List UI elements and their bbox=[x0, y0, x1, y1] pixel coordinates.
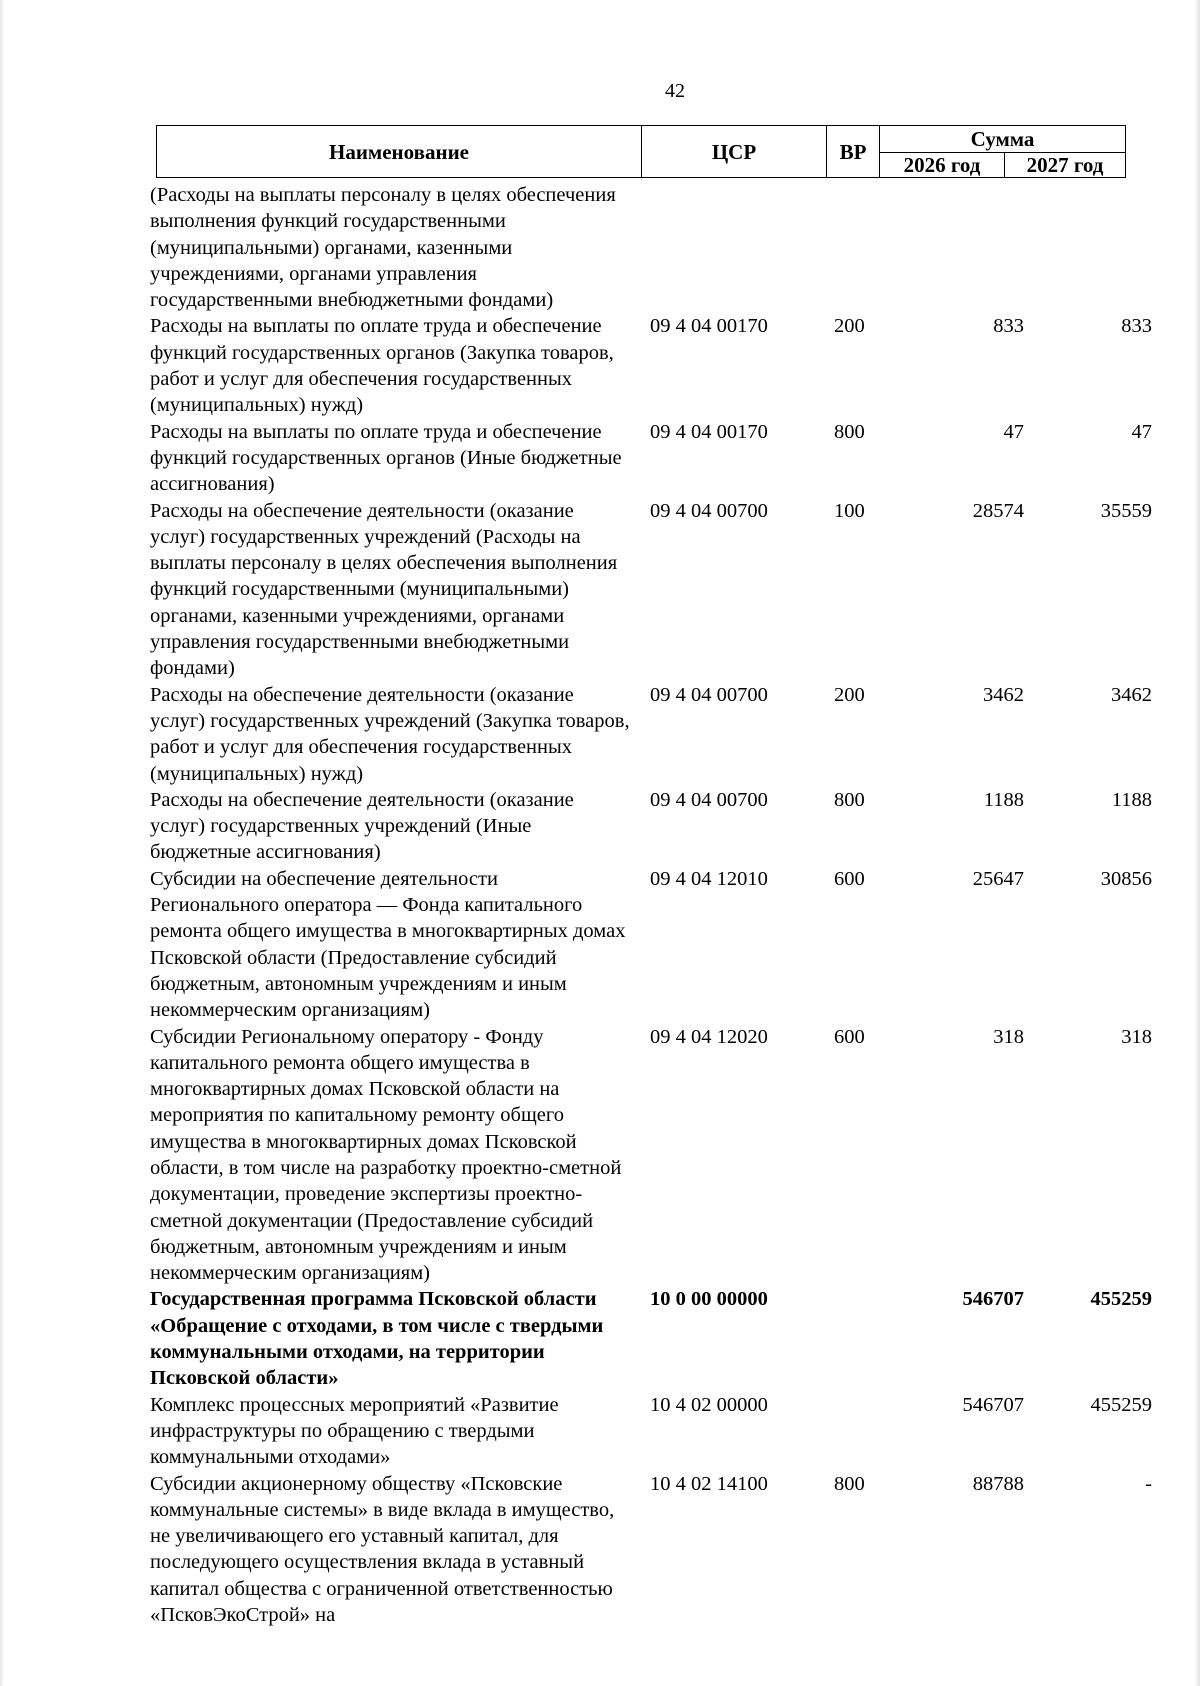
row-name: (Расходы на выплаты персоналу в целях обеспечения выполнения функций государственными (муниципальными) органами, казенными учреждениями, органами управления государственными внебюджетными фондами) bbox=[150, 184, 616, 312]
row-name: Расходы на обеспечение деятельности (оказание услуг) государственных учреждений (Закупка товаров, работ и услуг для обеспечения государственных (муниципальных) нужд) bbox=[150, 683, 630, 785]
row-vr: 600 bbox=[834, 867, 865, 890]
row-sum-2026: 47 bbox=[1003, 420, 1024, 443]
row-csr: 09 4 04 00700 bbox=[650, 683, 768, 706]
header-vr: ВР bbox=[827, 126, 880, 178]
row-sum-2027: 455259 bbox=[1090, 1288, 1152, 1311]
row-csr: 10 4 02 00000 bbox=[650, 1393, 768, 1416]
table-row-program bbox=[150, 1286, 1152, 1391]
row-csr: 09 4 04 00700 bbox=[650, 499, 768, 522]
row-sum-2026: 88788 bbox=[972, 1472, 1024, 1495]
row-csr: 10 0 00 00000 bbox=[650, 1288, 768, 1311]
row-sum-2026: 1188 bbox=[983, 788, 1024, 811]
table-header bbox=[156, 125, 1126, 178]
row-name: Расходы на выплаты по оплате труда и обеспечение функций государственных органов (Закупка товаров, работ и услуг для обеспечения государственных (муниципальных) нужд) bbox=[150, 315, 614, 417]
row-sum-2027: 3462 bbox=[1111, 683, 1152, 706]
table-row bbox=[150, 866, 1152, 1024]
row-csr: 09 4 04 12020 bbox=[650, 1025, 768, 1048]
row-csr: 10 4 02 14100 bbox=[650, 1472, 768, 1495]
row-vr: 200 bbox=[834, 683, 865, 706]
row-name: Субсидии Региональному оператору - Фонду капитального ремонта общего имущества в многоквартирных домах Псковской области на мероприятия по капитальному ремонту общего имущества в многоквартирных домах Псковской области, в том числе на разработку проектно-сметной документации, проведение экспертизы проектно-сметной документации (Предоставление субсидий бюджетным, автономным учреждениям и иным некоммерческим организациям) bbox=[150, 1025, 622, 1285]
row-name: Расходы на обеспечение деятельности (оказание услуг) государственных учреждений (Расходы на выплаты персоналу в целях обеспечения выполнения функций государственными (муниципальными) органами, казенными учреждениями, органами управления государственными внебюджетными фондами) bbox=[150, 499, 618, 680]
page-number: 42 bbox=[665, 80, 685, 102]
row-sum-2027: 318 bbox=[1121, 1025, 1152, 1048]
row-sum-2027: 47 bbox=[1131, 420, 1152, 443]
row-csr: 09 4 04 00170 bbox=[650, 420, 768, 443]
table-row bbox=[150, 1471, 1152, 1629]
row-vr: 800 bbox=[834, 1472, 865, 1495]
row-vr: 100 bbox=[834, 499, 865, 522]
row-sum-2026: 546707 bbox=[962, 1288, 1024, 1311]
row-name: Расходы на обеспечение деятельности (оказание услуг) государственных учреждений (Иные бюджетные ассигнования) bbox=[150, 788, 574, 864]
row-sum-2026: 318 bbox=[993, 1025, 1024, 1048]
row-name: Субсидии на обеспечение деятельности Регионального оператора — Фонда капитального ремонта общего имущества в многоквартирных домах Псковской области (Предоставление субсидий бюджетным, автономным учреждениям и иным некоммерческим организациям) bbox=[150, 867, 626, 1022]
row-sum-2026: 28574 bbox=[972, 499, 1024, 522]
table-row bbox=[150, 419, 1152, 498]
scan-edge-right bbox=[1194, 0, 1200, 1686]
table-row bbox=[150, 313, 1152, 418]
row-sum-2027: - bbox=[1145, 1472, 1152, 1495]
header-sum: Сумма bbox=[880, 126, 1126, 153]
row-sum-2027: 30856 bbox=[1100, 867, 1152, 890]
table-body bbox=[150, 182, 1152, 1628]
row-csr: 09 4 04 00700 bbox=[650, 788, 768, 811]
row-sum-2027: 35559 bbox=[1100, 499, 1152, 522]
row-name: Комплекс процессных мероприятий «Развитие инфраструктуры по обращению с твердыми коммунальными отходами» bbox=[150, 1393, 559, 1469]
row-sum-2027: 1188 bbox=[1111, 788, 1152, 811]
header-year-2026: 2026 год bbox=[880, 153, 1005, 178]
row-sum-2027: 455259 bbox=[1090, 1393, 1152, 1416]
row-sum-2026: 3462 bbox=[983, 683, 1024, 706]
header-name: Наименование bbox=[157, 126, 642, 178]
table-row bbox=[150, 498, 1152, 682]
row-vr: 600 bbox=[834, 1025, 865, 1048]
table-row bbox=[150, 1392, 1152, 1471]
row-name: Государственная программа Псковской области «Обращение с отходами, в том числе с твердыми коммунальными отходами, на территории Псковской области» bbox=[150, 1288, 604, 1390]
table-row bbox=[150, 682, 1152, 787]
table-row bbox=[150, 1024, 1152, 1287]
row-vr: 800 bbox=[834, 420, 865, 443]
table-row bbox=[150, 182, 1130, 313]
row-sum-2026: 25647 bbox=[972, 867, 1024, 890]
row-sum-2026: 546707 bbox=[962, 1393, 1024, 1416]
row-vr: 800 bbox=[834, 788, 865, 811]
row-vr: 200 bbox=[834, 315, 865, 338]
row-csr: 09 4 04 12010 bbox=[650, 867, 768, 890]
row-sum-2027: 833 bbox=[1121, 315, 1152, 338]
row-csr: 09 4 04 00170 bbox=[650, 315, 768, 338]
row-sum-2026: 833 bbox=[993, 315, 1024, 338]
scan-edge-left bbox=[0, 0, 4, 1686]
row-name: Расходы на выплаты по оплате труда и обеспечение функций государственных органов (Иные бюджетные ассигнования) bbox=[150, 420, 622, 496]
row-name: Субсидии акционерному обществу «Псковские коммунальные системы» в виде вклада в имущество, не увеличивающего его уставный капитал, для последующего осуществления вклада в уставный капитал общества с ограниченной ответственностью «ПсковЭкоСтрой» на bbox=[150, 1472, 615, 1627]
header-year-2027: 2027 год bbox=[1005, 153, 1126, 178]
header-csr: ЦСР bbox=[642, 126, 827, 178]
table-row bbox=[150, 787, 1152, 866]
